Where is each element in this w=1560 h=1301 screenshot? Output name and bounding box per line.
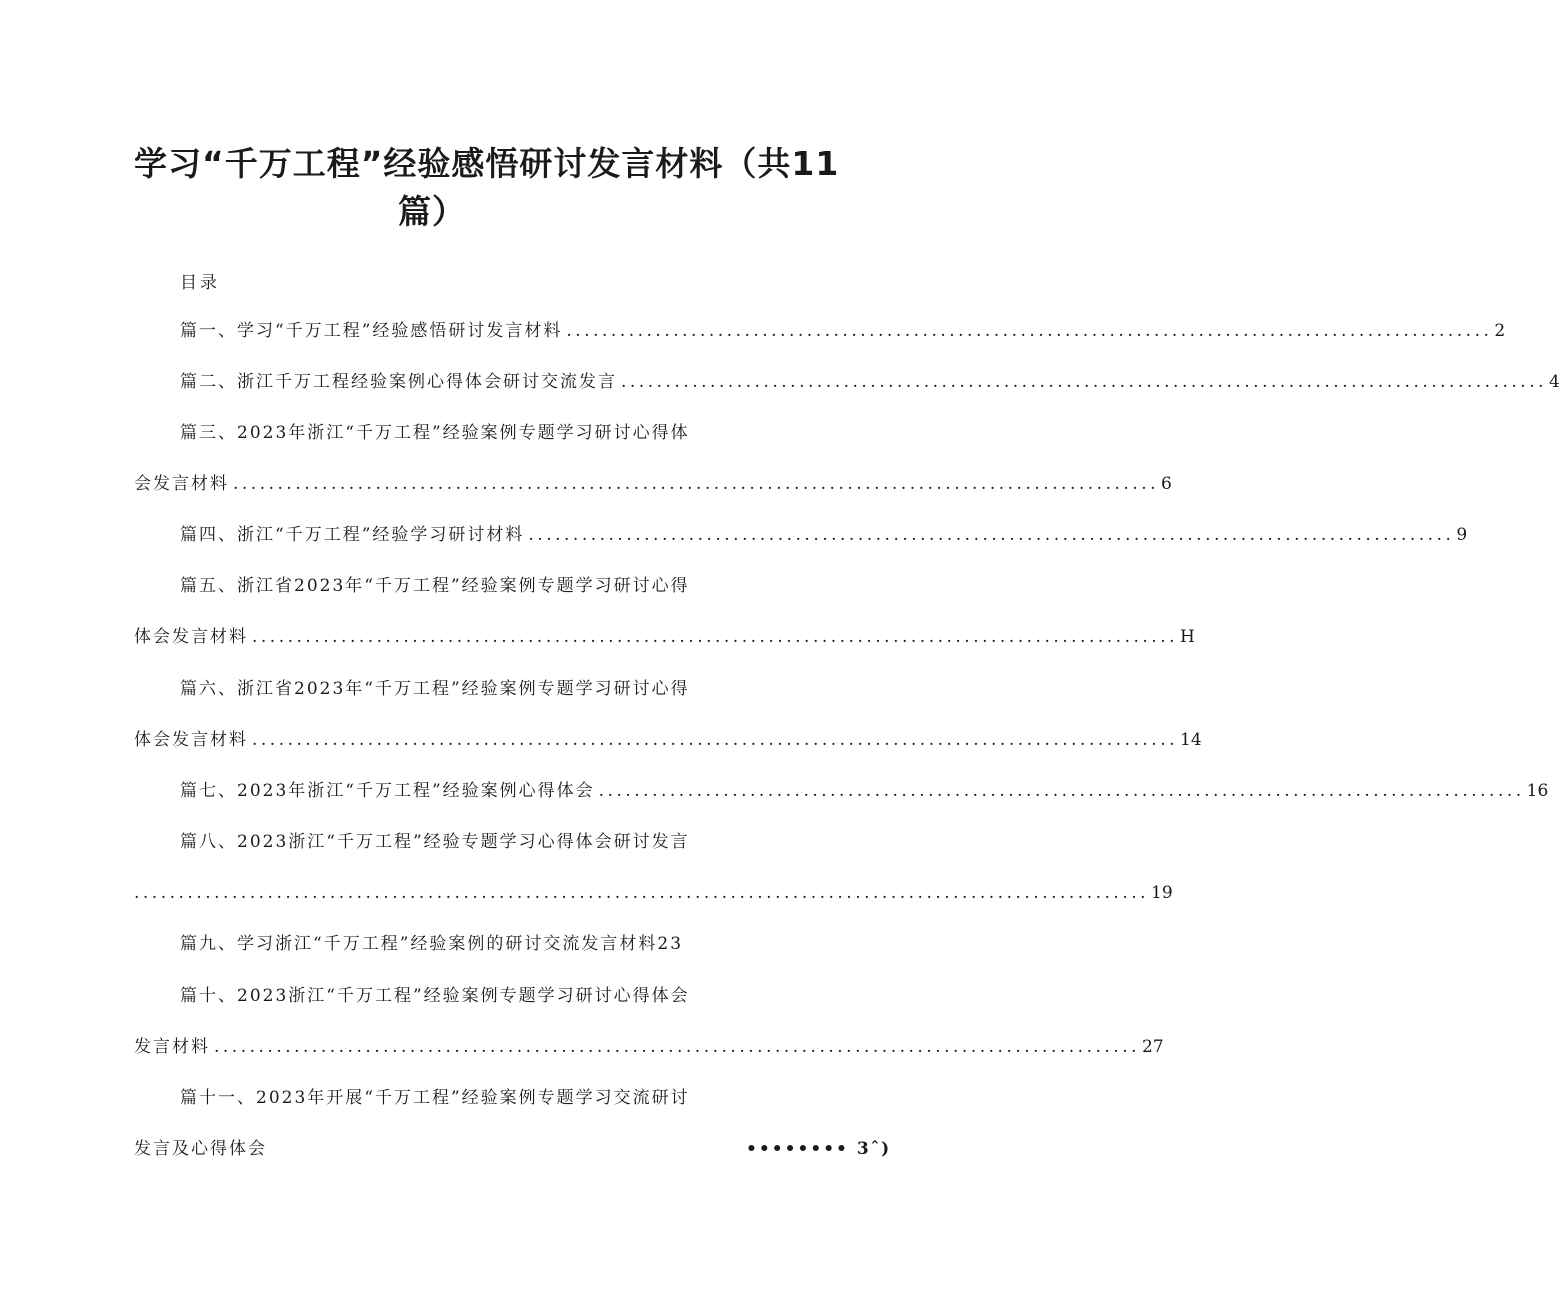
toc-entry-11-line1[interactable]: 篇十一、2023年开展“千万工程”经验案例专题学习交流研讨 [180, 1088, 690, 1108]
toc-entry-label: 篇七、2023年浙江“千万工程”经验案例心得体会 [180, 781, 595, 801]
toc-entry-11-line2[interactable]: 发言及心得体会 [134, 1139, 267, 1159]
toc-leader-dots: ........................................................................................................ [252, 730, 1178, 750]
toc-page-number: H [1180, 627, 1195, 647]
toc-page-number: 2 [1494, 321, 1506, 341]
toc-page-number: 9 [1456, 525, 1468, 545]
toc-entry-label: 篇一、学习“千万工程”经验感悟研讨发言材料 [180, 321, 563, 341]
toc-leader-dots: ........................................................................................................ [621, 372, 1547, 392]
toc-leader-dots: ........................................................................................................ [214, 1037, 1140, 1057]
toc-leader-dots: .................................................................................................................. [134, 883, 1150, 903]
toc-leader-dots: ........................................................................................................ [566, 321, 1493, 341]
toc-entry-label: 体会发言材料 [134, 730, 248, 750]
document-title-line1: 学习“千万工程”经验感悟研讨发言材料（共11 [134, 144, 840, 183]
toc-entry-4[interactable] [180, 522, 1468, 548]
toc-entry-6-line2[interactable] [134, 727, 1202, 753]
toc-entry-9[interactable]: 篇九、学习浙江“千万工程”经验案例的研讨交流发言材料23 [180, 934, 684, 954]
toc-page-number: 27 [1142, 1037, 1164, 1057]
toc-entry-5-line2[interactable] [134, 624, 1195, 650]
toc-entry-10-line1[interactable]: 篇十、2023浙江“千万工程”经验案例专题学习研讨心得体会 [180, 986, 690, 1006]
toc-entry-6-line1[interactable]: 篇六、浙江省2023年“千万工程”经验案例专题学习研讨心得 [180, 679, 690, 699]
toc-entry-8-line1[interactable]: 篇八、2023浙江“千万工程”经验专题学习心得体会研讨发言 [180, 832, 690, 852]
toc-entry-2[interactable] [180, 369, 1560, 395]
toc-page-number: 6 [1161, 474, 1172, 494]
toc-page-number: 19 [1151, 883, 1173, 903]
toc-entry-label: 发言材料 [134, 1037, 210, 1057]
toc-leader-dots: ........................................................................................................ [252, 627, 1178, 647]
toc-leader-dots: ........................................................................................................ [233, 474, 1159, 494]
toc-entry-label: 体会发言材料 [134, 627, 248, 647]
toc-entry-label: 篇二、浙江千万工程经验案例心得体会研讨交流发言 [180, 372, 617, 392]
toc-page-number: 4 [1549, 372, 1560, 392]
toc-entry-5-line1[interactable]: 篇五、浙江省2023年“千万工程”经验案例专题学习研讨心得 [180, 576, 690, 596]
toc-entry-10-line2[interactable] [134, 1034, 1164, 1060]
document-title-line2: 篇） [398, 192, 466, 231]
toc-page-number: 16 [1526, 781, 1549, 801]
toc-page-number: 14 [1180, 730, 1202, 750]
toc-leader-dots: ........................................................................................................ [598, 781, 1525, 801]
toc-entry-3-line1[interactable]: 篇三、2023年浙江“千万工程”经验案例专题学习研讨心得体 [180, 423, 690, 443]
toc-page-number-garbled: •••••••• 3ˆ) [746, 1139, 892, 1159]
toc-heading: 目录 [180, 273, 220, 293]
toc-entry-label: 篇四、浙江“千万工程”经验学习研讨材料 [180, 525, 525, 545]
toc-entry-7[interactable] [180, 778, 1549, 804]
toc-entry-8-line2[interactable] [134, 880, 1173, 906]
toc-entry-3-line2[interactable] [134, 471, 1172, 497]
toc-entry-label: 会发言材料 [134, 474, 229, 494]
toc-leader-dots: ........................................................................................................ [528, 525, 1455, 545]
toc-entry-1[interactable] [180, 318, 1506, 344]
